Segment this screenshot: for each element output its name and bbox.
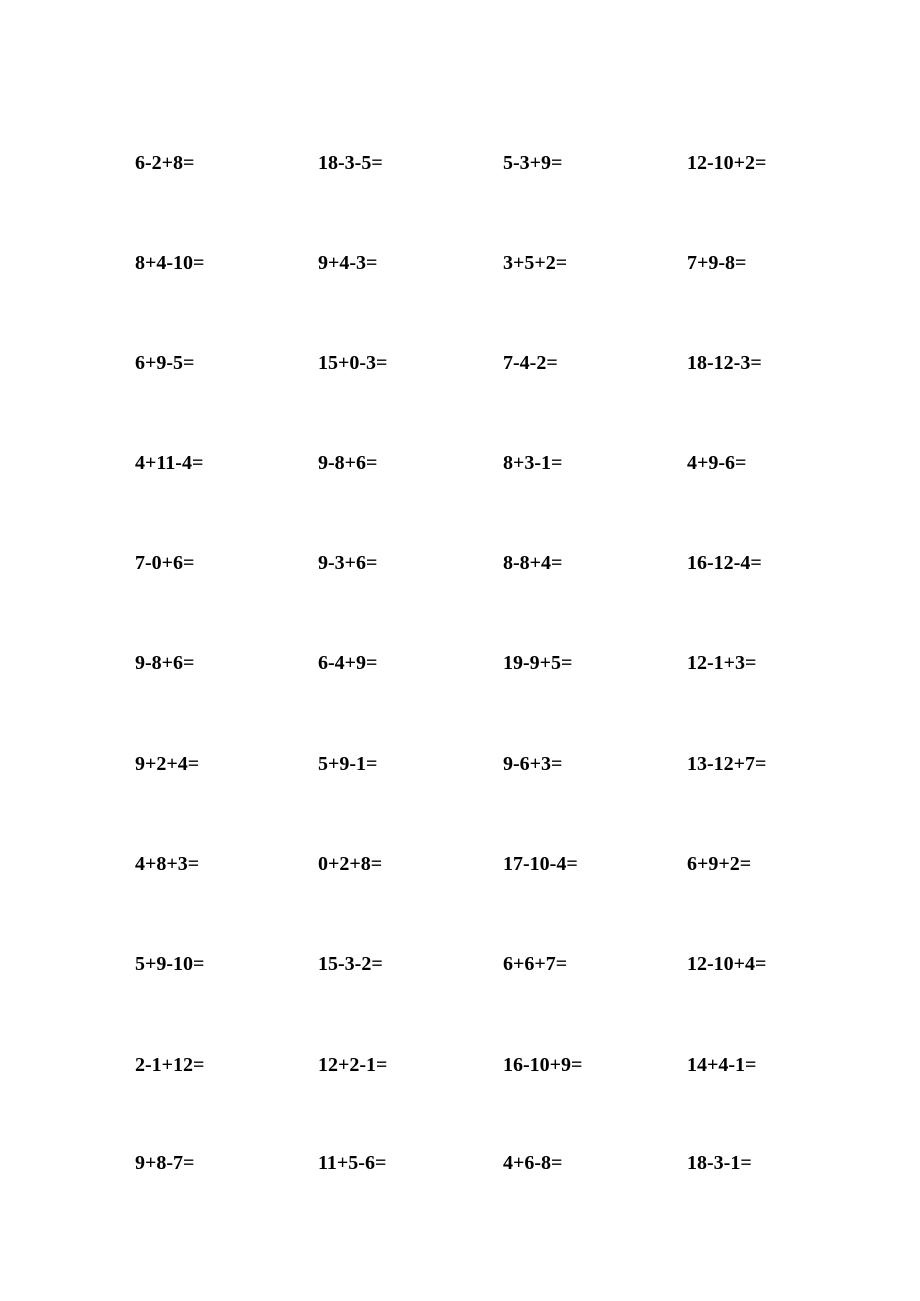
problem: 3+5+2=	[503, 252, 568, 274]
problem: 8+3-1=	[503, 452, 563, 474]
problem-row	[0, 1148, 920, 1178]
problem: 9-8+6=	[318, 452, 378, 474]
problem: 18-12-3=	[687, 352, 762, 374]
problem: 6+9+2=	[687, 853, 752, 875]
problem: 5-3+9=	[503, 152, 563, 174]
problem: 7-0+6=	[135, 552, 195, 574]
problem: 18-3-1=	[687, 1152, 752, 1174]
problem: 12-10+2=	[687, 152, 767, 174]
problem: 6-2+8=	[135, 152, 195, 174]
problem-row	[0, 648, 920, 678]
problem: 18-3-5=	[318, 152, 383, 174]
problem: 2-1+12=	[135, 1054, 205, 1076]
problem: 7+9-8=	[687, 252, 747, 274]
problem: 4+8+3=	[135, 853, 200, 875]
problem: 9+8-7=	[135, 1152, 195, 1174]
problem: 9-6+3=	[503, 753, 563, 775]
problem: 12+2-1=	[318, 1054, 388, 1076]
problem: 13-12+7=	[687, 753, 767, 775]
problem-row	[0, 949, 920, 979]
problem: 4+9-6=	[687, 452, 747, 474]
problem: 4+6-8=	[503, 1152, 563, 1174]
problem: 9-8+6=	[135, 652, 195, 674]
problem: 8-8+4=	[503, 552, 563, 574]
problem: 4+11-4=	[135, 452, 204, 474]
problem-row	[0, 348, 920, 378]
problem: 15+0-3=	[318, 352, 388, 374]
problem: 16-10+9=	[503, 1054, 583, 1076]
problem-row	[0, 749, 920, 779]
problem: 6+9-5=	[135, 352, 195, 374]
problem: 14+4-1=	[687, 1054, 757, 1076]
problem: 0+2+8=	[318, 853, 383, 875]
problem: 9-3+6=	[318, 552, 378, 574]
problem: 7-4-2=	[503, 352, 558, 374]
problem-row	[0, 448, 920, 478]
problem: 5+9-1=	[318, 753, 378, 775]
problem-row	[0, 849, 920, 879]
problem: 8+4-10=	[135, 252, 205, 274]
problem-row	[0, 1050, 920, 1080]
problem: 17-10-4=	[503, 853, 578, 875]
problem: 5+9-10=	[135, 953, 205, 975]
problem: 6-4+9=	[318, 652, 378, 674]
problem: 9+2+4=	[135, 753, 200, 775]
problem: 15-3-2=	[318, 953, 383, 975]
problem-row	[0, 248, 920, 278]
problem: 6+6+7=	[503, 953, 568, 975]
problem: 11+5-6=	[318, 1152, 387, 1174]
problem: 9+4-3=	[318, 252, 378, 274]
problem-row	[0, 548, 920, 578]
problem: 19-9+5=	[503, 652, 573, 674]
problem-row	[0, 148, 920, 178]
problem: 12-10+4=	[687, 953, 767, 975]
problem: 12-1+3=	[687, 652, 757, 674]
problem: 16-12-4=	[687, 552, 762, 574]
